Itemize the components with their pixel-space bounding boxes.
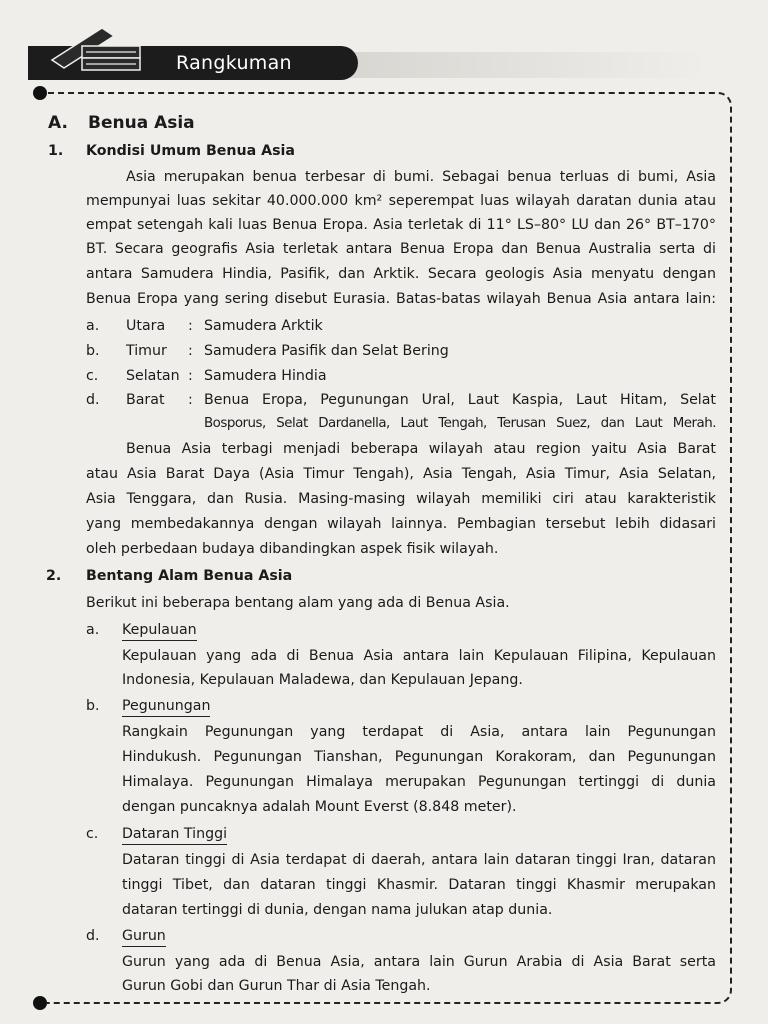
- item-text: Indonesia, Kepulauan Maladewa, dan Kepulauan Jepang.: [122, 672, 523, 688]
- item-letter: b.: [86, 698, 100, 714]
- frame-dot-top: [33, 86, 47, 100]
- list-value: Samudera Hindia: [204, 368, 327, 384]
- frame-dot-bottom: [33, 996, 47, 1010]
- paragraph-line: empat setengah kali luas Benua Eropa. Asia terletak di 11° LS–80° LU dan 26° BT–170°: [86, 217, 716, 233]
- item-text: Hindukush. Pegunungan Tianshan, Pegunungan Korakoram, dan Pegunungan: [122, 749, 716, 765]
- list-value: Samudera Pasifik dan Selat Bering: [204, 343, 449, 359]
- item-text: Dataran tinggi di Asia terdapat di daerah, antara lain dataran tinggi Iran, dataran: [122, 852, 716, 868]
- sub-label: 2.: [46, 568, 62, 584]
- item-text: dataran tertinggi di dunia, dengan nama julukan atap dunia.: [122, 902, 553, 918]
- list-letter: b.: [86, 343, 100, 359]
- list-colon: :: [188, 318, 193, 334]
- item-title: Gurun: [122, 927, 166, 947]
- item-text: Gurun Gobi dan Gurun Thar di Asia Tengah.: [122, 978, 431, 994]
- list-colon: :: [188, 343, 193, 359]
- paragraph-line: antara Samudera Hindia, Pasifik, dan Arktik. Secara geologis Asia menyatu dengan: [86, 266, 716, 282]
- list-colon: :: [188, 392, 193, 408]
- paragraph-line: BT. Secara geografis Asia terletak antara Benua Eropa dan Benua Australia serta di: [86, 241, 716, 257]
- item-letter: d.: [86, 928, 100, 944]
- item-text: Gurun yang ada di Benua Asia, antara lain Gurun Arabia di Asia Barat serta: [122, 954, 716, 970]
- item-title: Kepulauan: [122, 621, 197, 641]
- sub-intro: Berikut ini beberapa bentang alam yang ada di Benua Asia.: [86, 595, 510, 611]
- list-letter: d.: [86, 392, 100, 408]
- paragraph-line: mempunyai luas sekitar 40.000.000 km² seperempat luas wilayah daratan dunia atau: [86, 193, 716, 209]
- paragraph-line: Asia merupakan benua terbesar di bumi. Sebagai benua terluas di bumi, Asia: [126, 169, 716, 185]
- item-text: Himalaya. Pegunungan Himalaya merupakan Pegunungan tertinggi di dunia: [122, 774, 716, 790]
- list-letter: a.: [86, 318, 100, 334]
- item-letter: a.: [86, 622, 100, 638]
- sub-label: 1.: [48, 143, 64, 159]
- sub-title: Bentang Alam Benua Asia: [86, 568, 293, 584]
- paragraph-line: Benua Eropa yang sering disebut Eurasia. Batas-batas wilayah Benua Asia antara lain:: [86, 291, 716, 307]
- list-colon: :: [188, 368, 193, 384]
- item-letter: c.: [86, 826, 99, 842]
- section-label: A.: [48, 113, 68, 133]
- page-title: Rangkuman: [176, 52, 292, 74]
- list-value: Samudera Arktik: [204, 318, 323, 334]
- list-direction: Selatan: [126, 368, 180, 384]
- item-title: Dataran Tinggi: [122, 825, 227, 845]
- paragraph-line: yang membedakannya dengan wilayah lainnya. Pembagian tersebut lebih didasari: [86, 516, 716, 532]
- paragraph-line: atau Asia Barat Daya (Asia Timur Tengah), Asia Tengah, Asia Timur, Asia Selatan,: [86, 466, 716, 482]
- sub-title: Kondisi Umum Benua Asia: [86, 143, 295, 159]
- list-value: Benua Eropa, Pegunungan Ural, Laut Kaspia, Laut Hitam, Selat: [204, 392, 716, 408]
- header-shadow: [330, 52, 710, 78]
- list-letter: c.: [86, 368, 99, 384]
- item-text: Rangkain Pegunungan yang terdapat di Asia, antara lain Pegunungan: [122, 724, 716, 740]
- item-title: Pegunungan: [122, 697, 210, 717]
- item-text: tinggi Tibet, dan dataran tinggi Khasmir. Dataran tinggi Khasmir merupakan: [122, 877, 716, 893]
- list-direction: Utara: [126, 318, 166, 334]
- list-direction: Timur: [126, 343, 167, 359]
- item-text: Kepulauan yang ada di Benua Asia antara lain Kepulauan Filipina, Kepulauan: [122, 648, 716, 664]
- list-direction: Barat: [126, 392, 165, 408]
- paragraph-line: oleh perbedaan budaya dibandingkan aspek fisik wilayah.: [86, 541, 499, 557]
- books-icon: [42, 16, 142, 82]
- item-text: dengan puncaknya adalah Mount Everst (8.848 meter).: [122, 799, 517, 815]
- paragraph-line: Benua Asia terbagi menjadi beberapa wilayah atau region yaitu Asia Barat: [126, 441, 716, 457]
- list-value-cont: Bosporus, Selat Dardanella, Laut Tengah, Terusan Suez, dan Laut Merah.: [204, 416, 716, 431]
- paragraph-line: Asia Tenggara, dan Rusia. Masing-masing wilayah memiliki ciri atau karakteristik: [86, 491, 716, 507]
- section-title: Benua Asia: [88, 113, 195, 133]
